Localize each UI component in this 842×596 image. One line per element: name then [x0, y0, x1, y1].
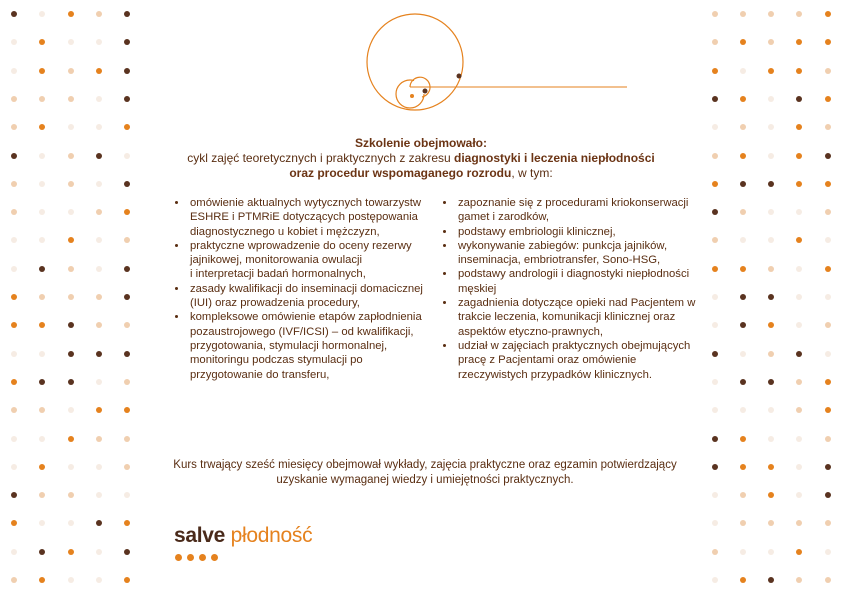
- decorative-dot: [39, 294, 45, 300]
- decorative-dot: [825, 181, 831, 187]
- decorative-dot: [11, 520, 17, 526]
- list-item: • praktyczne wprowadzenie do oceny rezerwy jajnikowej, monitorowania owulacji i interpretacji badań hormonalnych,: [188, 239, 428, 282]
- decorative-dot: [768, 436, 774, 442]
- decorative-dot: [68, 11, 74, 17]
- intro-bold: diagnostyki i leczenia niepłodności: [454, 151, 655, 165]
- decorative-dot: [124, 322, 130, 328]
- decorative-dot: [740, 407, 746, 413]
- list-item: • kompleksowe omówienie etapów zapłodnienia pozaustrojowego (IVF/ICSI) – od kwalifikacji, przygotowania, stymulacji hormonalnej, monitoringu podczas stymulacji po przygotowanie do transferu,: [188, 310, 428, 381]
- decorative-dot: [39, 181, 45, 187]
- decorative-dot: [825, 464, 831, 470]
- decorative-dot: [768, 492, 774, 498]
- decorative-dot: [68, 436, 74, 442]
- decorative-dot: [39, 124, 45, 130]
- decorative-dot: [796, 407, 802, 413]
- decorative-dot: [768, 39, 774, 45]
- list-item: • omówienie aktualnych wytycznych towarzystw ESHRE i PTMRiE dotyczących postępowania diagnostycznego u kobiet i mężczyzn,: [188, 196, 428, 239]
- decorative-dot: [796, 294, 802, 300]
- decorative-dot: [68, 549, 74, 555]
- decorative-dot: [96, 379, 102, 385]
- decorative-dot: [825, 294, 831, 300]
- list-item: • wykonywanie zabiegów: punkcja jajników, inseminacja, embriotransfer, Sono-HSG,: [456, 239, 706, 268]
- decorative-dot: [768, 96, 774, 102]
- decorative-dot: [96, 577, 102, 583]
- decorative-dot: [39, 577, 45, 583]
- decorative-dot: [124, 11, 130, 17]
- decorative-dot: [825, 153, 831, 159]
- decorative-dot: [124, 436, 130, 442]
- decorative-dot: [768, 351, 774, 357]
- decorative-dot: [825, 124, 831, 130]
- decorative-dot: [11, 124, 17, 130]
- decorative-dot: [11, 351, 17, 357]
- decorative-dot: [740, 266, 746, 272]
- decorative-dot: [124, 181, 130, 187]
- decorative-dot: [796, 436, 802, 442]
- decorative-dot: [825, 96, 831, 102]
- decorative-dot: [825, 577, 831, 583]
- topics-list-left: [170, 196, 428, 382]
- decorative-dot: [740, 39, 746, 45]
- decorative-dot: [96, 322, 102, 328]
- list-item: • udział w zajęciach praktycznych obejmujących pracę z Pacjentami oraz omówienie rzeczywistych przypadków klinicznych.: [456, 339, 706, 382]
- decorative-dot: [768, 294, 774, 300]
- decorative-dot: [740, 577, 746, 583]
- decorative-dot: [11, 68, 17, 74]
- decorative-dot: [11, 153, 17, 159]
- decorative-dot: [39, 407, 45, 413]
- decorative-dot: [712, 68, 718, 74]
- decorative-dot: [11, 492, 17, 498]
- decorative-dot: [124, 96, 130, 102]
- decorative-dot: [68, 464, 74, 470]
- decorative-dot: [68, 407, 74, 413]
- decorative-dot: [11, 96, 17, 102]
- decorative-dot: [768, 181, 774, 187]
- decorative-dot: [740, 11, 746, 17]
- decorative-dot: [39, 492, 45, 498]
- decorative-dot: [96, 237, 102, 243]
- decorative-dot: [712, 577, 718, 583]
- decorative-dot: [11, 237, 17, 243]
- decorative-dot: [712, 492, 718, 498]
- decorative-dot: [768, 464, 774, 470]
- decorative-dot: [68, 577, 74, 583]
- decorative-dot: [39, 379, 45, 385]
- decorative-dot: [768, 11, 774, 17]
- decorative-dot: [68, 294, 74, 300]
- decorative-dot: [768, 322, 774, 328]
- decorative-dot: [96, 492, 102, 498]
- decorative-dot: [11, 577, 17, 583]
- decorative-dot: [124, 68, 130, 74]
- decorative-dot: [712, 266, 718, 272]
- decorative-dot: [740, 379, 746, 385]
- intro-text: [150, 136, 692, 181]
- decorative-dot: [96, 549, 102, 555]
- decorative-dot: [712, 322, 718, 328]
- decorative-dot: [796, 96, 802, 102]
- decorative-dot: [740, 209, 746, 215]
- decorative-dot: [39, 520, 45, 526]
- decorative-dot: [768, 520, 774, 526]
- decorative-dot: [68, 520, 74, 526]
- decorative-dot: [124, 124, 130, 130]
- decorative-dot: [825, 436, 831, 442]
- decorative-dot: [39, 39, 45, 45]
- decorative-dot: [124, 39, 130, 45]
- brand-name-part1: salve: [174, 524, 226, 547]
- decorative-dot: [740, 68, 746, 74]
- decorative-dot: [825, 237, 831, 243]
- decorative-dot: [11, 379, 17, 385]
- decorative-dot: [768, 68, 774, 74]
- list-item: • zagadnienia dotyczące opieki nad Pacjentem w trakcie leczenia, komunikacji klinicznej oraz aspektów etyczno-prawnych,: [456, 296, 706, 339]
- decorative-dot: [96, 464, 102, 470]
- decorative-dot: [68, 68, 74, 74]
- decorative-dot: [124, 549, 130, 555]
- decorative-dot: [96, 96, 102, 102]
- decorative-dot: [825, 11, 831, 17]
- brand-name-part2: płodność: [230, 524, 313, 547]
- decorative-dot: [96, 266, 102, 272]
- decorative-dot: [740, 436, 746, 442]
- list-item: • zapoznanie się z procedurami kriokonserwacji gamet i zarodków,: [456, 196, 706, 225]
- decorative-dot: [11, 407, 17, 413]
- decorative-dot: [11, 39, 17, 45]
- decorative-dot: [96, 68, 102, 74]
- decorative-dot: [96, 124, 102, 130]
- course-summary: Kurs trwający sześć miesięcy obejmował wykłady, zajęcia praktyczne oraz egzamin potwierdzający uzyskanie wymaganej wiedzy i umiejętności praktycznych.: [173, 459, 677, 486]
- decorative-dot: [712, 379, 718, 385]
- decorative-dot: [796, 520, 802, 526]
- decorative-dot: [712, 153, 718, 159]
- decorative-dot: [11, 436, 17, 442]
- decorative-dot: [796, 237, 802, 243]
- decorative-dot: [11, 11, 17, 17]
- decorative-dot: [712, 209, 718, 215]
- decorative-dot: [740, 294, 746, 300]
- decorative-dot: [796, 11, 802, 17]
- decorative-dot: [712, 436, 718, 442]
- decorative-dot: [740, 492, 746, 498]
- decorative-dot: [11, 266, 17, 272]
- decorative-dot: [796, 351, 802, 357]
- decorative-dot: [96, 351, 102, 357]
- decorative-dot: [124, 294, 130, 300]
- decorative-dot: [825, 549, 831, 555]
- decorative-dot: [39, 549, 45, 555]
- decorative-dot: [768, 209, 774, 215]
- decorative-dot: [796, 379, 802, 385]
- decorative-dot: [124, 492, 130, 498]
- decorative-dot: [11, 322, 17, 328]
- decorative-dot: [96, 39, 102, 45]
- intro-line: , w tym:: [511, 166, 553, 180]
- decorative-dot: [124, 407, 130, 413]
- decorative-dot: [796, 266, 802, 272]
- decorative-dot: [712, 124, 718, 130]
- decorative-dot: [796, 153, 802, 159]
- decorative-dot: [124, 351, 130, 357]
- decorative-dot: [740, 351, 746, 357]
- decorative-dot: [39, 153, 45, 159]
- decorative-dot: [740, 96, 746, 102]
- decorative-dot: [39, 266, 45, 272]
- decorative-dot: [68, 322, 74, 328]
- decorative-dot: [825, 322, 831, 328]
- decorative-dot: [11, 549, 17, 555]
- decorative-dot: [96, 209, 102, 215]
- decorative-dot: [825, 520, 831, 526]
- decorative-dot: [39, 68, 45, 74]
- decorative-dot: [740, 464, 746, 470]
- decorative-dot: [11, 209, 17, 215]
- decorative-dot: [11, 464, 17, 470]
- decorative-dot: [740, 181, 746, 187]
- intro-bold: oraz procedur wspomaganego rozrodu: [289, 166, 512, 180]
- decorative-dot: [712, 181, 718, 187]
- decorative-dot: [796, 549, 802, 555]
- decorative-dot: [796, 124, 802, 130]
- decorative-dot: [68, 492, 74, 498]
- decorative-dot: [740, 520, 746, 526]
- decorative-dot: [96, 181, 102, 187]
- decorative-dot: [11, 294, 17, 300]
- decorative-dot: [68, 124, 74, 130]
- decorative-dot: [712, 549, 718, 555]
- decorative-dot: [796, 464, 802, 470]
- list-item: • podstawy andrologii i diagnostyki niepłodności męskiej: [456, 267, 706, 296]
- decorative-dot: [124, 577, 130, 583]
- decorative-dot: [768, 153, 774, 159]
- intro-line: cykl zajęć teoretycznych i praktycznych z zakresu: [187, 151, 455, 165]
- decorative-dot: [124, 266, 130, 272]
- decorative-dot: [11, 181, 17, 187]
- decorative-dot: [96, 153, 102, 159]
- decorative-dot: [96, 407, 102, 413]
- decorative-dot: [825, 492, 831, 498]
- decorative-dot: [124, 209, 130, 215]
- decorative-dot: [712, 11, 718, 17]
- decorative-dot: [712, 96, 718, 102]
- intro-heading: Szkolenie obejmowało:: [354, 136, 488, 150]
- decorative-dot: [712, 520, 718, 526]
- decorative-dot: [796, 39, 802, 45]
- decorative-dot: [96, 520, 102, 526]
- decorative-dot: [68, 209, 74, 215]
- decorative-dot: [68, 181, 74, 187]
- decorative-dot: [68, 237, 74, 243]
- decorative-dot: [740, 322, 746, 328]
- decorative-dot: [768, 379, 774, 385]
- decorative-dot: [124, 379, 130, 385]
- decorative-dot: [796, 322, 802, 328]
- decorative-dot: [768, 266, 774, 272]
- brand-dots-icon: [175, 554, 218, 561]
- decorative-dot: [796, 181, 802, 187]
- decorative-dot: [96, 294, 102, 300]
- decorative-dot: [825, 209, 831, 215]
- decorative-dot: [825, 351, 831, 357]
- decorative-dot: [68, 266, 74, 272]
- brand-logo: [174, 524, 312, 548]
- decorative-dot: [740, 124, 746, 130]
- decorative-dot: [796, 492, 802, 498]
- decorative-dot: [39, 96, 45, 102]
- topics-list-right: [438, 196, 706, 382]
- decorative-dot: [796, 577, 802, 583]
- decorative-dot: [712, 351, 718, 357]
- decorative-dot: [96, 436, 102, 442]
- decorative-dot: [39, 464, 45, 470]
- decorative-dot: [768, 577, 774, 583]
- decorative-dot: [39, 11, 45, 17]
- decorative-dot: [712, 294, 718, 300]
- decorative-dot: [39, 351, 45, 357]
- decorative-dot: [712, 39, 718, 45]
- decorative-dot: [825, 68, 831, 74]
- decorative-dot: [39, 237, 45, 243]
- decorative-dot: [712, 464, 718, 470]
- decorative-dot: [825, 407, 831, 413]
- decorative-dot: [39, 209, 45, 215]
- decorative-dot: [768, 237, 774, 243]
- decorative-dot: [124, 464, 130, 470]
- decorative-dot: [124, 153, 130, 159]
- decorative-dot: [768, 407, 774, 413]
- decorative-dot: [740, 237, 746, 243]
- list-item: • podstawy embriologii klinicznej,: [456, 225, 706, 239]
- decorative-dot: [825, 39, 831, 45]
- decorative-dot: [712, 407, 718, 413]
- decorative-dot: [768, 549, 774, 555]
- decorative-dot: [68, 96, 74, 102]
- decorative-dot: [740, 549, 746, 555]
- decorative-dot: [796, 68, 802, 74]
- decorative-dot: [124, 237, 130, 243]
- decorative-dot: [96, 11, 102, 17]
- decorative-dot: [124, 520, 130, 526]
- decorative-dot: [39, 436, 45, 442]
- decorative-dot: [825, 379, 831, 385]
- decorative-dot: [68, 39, 74, 45]
- decorative-dot: [796, 209, 802, 215]
- decorative-dot: [825, 266, 831, 272]
- list-item: • zasady kwalifikacji do inseminacji domacicznej (IUI) oraz prowadzenia procedury,: [188, 282, 428, 311]
- decorative-dot: [68, 153, 74, 159]
- decorative-dot: [740, 153, 746, 159]
- spiral-logo-icon: [355, 10, 635, 120]
- decorative-dot: [68, 379, 74, 385]
- decorative-dot: [712, 237, 718, 243]
- decorative-dot: [39, 322, 45, 328]
- decorative-dot: [768, 124, 774, 130]
- decorative-dot: [68, 351, 74, 357]
